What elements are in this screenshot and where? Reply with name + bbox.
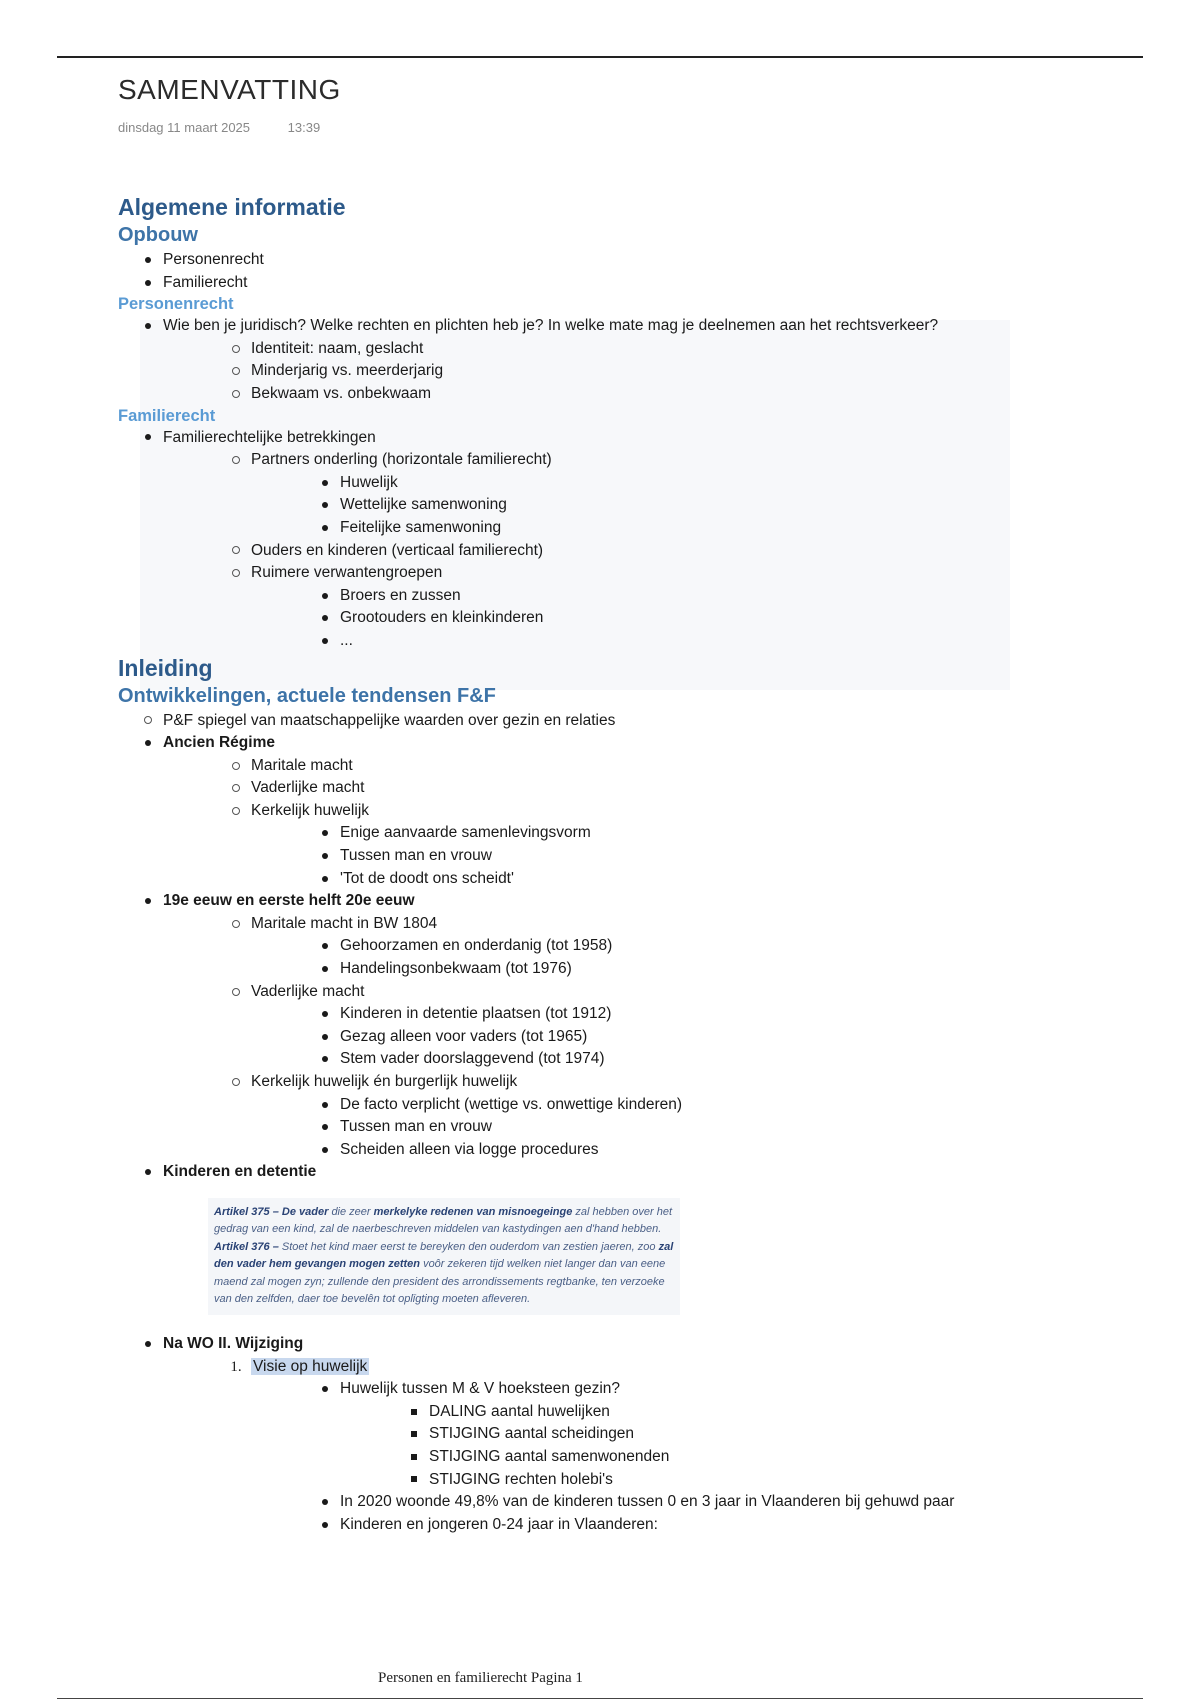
bullet-icon <box>317 822 333 845</box>
list-item: Scheiden alleen via logge procedures <box>118 1139 1118 1162</box>
list-item: Na WO II. Wijziging <box>118 1333 1118 1356</box>
list-item: ... <box>118 630 1118 653</box>
bullet-icon <box>317 494 333 517</box>
list-item: Ruimere verwantengroepen <box>118 562 1118 585</box>
bullet-icon <box>317 935 333 958</box>
list-number: 1. <box>230 1358 242 1375</box>
circle-bullet-icon <box>228 338 244 361</box>
square-bullet-icon <box>406 1446 422 1469</box>
list-item: DALING aantal huwelijken <box>118 1401 1118 1424</box>
article-375: Artikel 375 – De vader die zeer merkelyke redenen van misnoegeinge zal hebben over het gedrag van een kind, zal de naerbeschreven middelen van kastydingen aen d'hand hebben. <box>214 1205 673 1236</box>
list-item: Ouders en kinderen (verticaal familierecht) <box>118 540 1118 563</box>
bullet-icon <box>317 958 333 981</box>
bullet-icon <box>317 1139 333 1162</box>
list-item: Vaderlijke macht <box>118 981 1118 1004</box>
bullet-icon <box>317 1094 333 1117</box>
bottom-rule <box>57 1698 1143 1699</box>
circle-bullet-icon <box>228 913 244 936</box>
page-time: 13:39 <box>287 120 321 135</box>
bullet-icon <box>140 249 156 272</box>
list-item: Gehoorzamen en onderdanig (tot 1958) <box>118 935 1118 958</box>
list-item: Huwelijk <box>118 472 1118 495</box>
list-item: Kerkelijk huwelijk én burgerlijk huwelijk <box>118 1071 1118 1094</box>
bullet-icon <box>317 1116 333 1139</box>
list-item <box>118 1356 1118 1379</box>
list-item: Identiteit: naam, geslacht <box>118 338 1118 361</box>
square-bullet-icon <box>406 1423 422 1446</box>
bullet-icon <box>317 1514 333 1537</box>
law-quote-image <box>208 1198 680 1315</box>
circle-bullet-icon <box>228 383 244 406</box>
list-item: Vaderlijke macht <box>118 777 1118 800</box>
bullet-icon <box>317 472 333 495</box>
list-item: P&F spiegel van maatschappelijke waarden over gezin en relaties <box>118 710 1118 733</box>
list-item: Maritale macht <box>118 755 1118 778</box>
list-item: Huwelijk tussen M & V hoeksteen gezin? <box>118 1378 1118 1401</box>
list-item: Ancien Régime <box>118 732 1118 755</box>
list-item: STIJGING aantal scheidingen <box>118 1423 1118 1446</box>
square-bullet-icon <box>406 1469 422 1492</box>
bullet-icon <box>317 868 333 891</box>
bullet-icon <box>317 1003 333 1026</box>
circle-bullet-icon <box>228 777 244 800</box>
circle-bullet-icon <box>228 800 244 823</box>
circle-bullet-icon <box>228 562 244 585</box>
list-item: Minderjarig vs. meerderjarig <box>118 360 1118 383</box>
list-item: Stem vader doorslaggevend (tot 1974) <box>118 1048 1118 1071</box>
list-item: Gezag alleen voor vaders (tot 1965) <box>118 1026 1118 1049</box>
top-rule <box>57 56 1143 58</box>
page-footer: Personen en familierecht Pagina 1 <box>378 1670 583 1686</box>
page-date: dinsdag 11 maart 2025 <box>118 120 251 135</box>
list-item: Bekwaam vs. onbekwaam <box>118 383 1118 406</box>
list-item: Kinderen en jongeren 0-24 jaar in Vlaanderen: <box>118 1514 1118 1537</box>
bullet-icon <box>140 890 156 913</box>
square-bullet-icon <box>406 1401 422 1424</box>
circle-bullet-icon <box>228 449 244 472</box>
list-item: Handelingsonbekwaam (tot 1976) <box>118 958 1118 981</box>
bullet-icon <box>317 630 333 653</box>
heading-inleiding: Inleiding <box>118 654 213 681</box>
article-376: Artikel 376 – Stoet het kind maer eerst te bereyken den ouderdom van zestien jaeren, zoo zal den vader hem gevangen mogen zetten voôr zekeren tijd welken niet langer dan van eene maend zal mogen zyn; zullende den president des arrondissements regtbanke, ten verzoeke van den zelfden, daer toe bevelên tot oplīgting moeten afleveren. <box>214 1240 674 1306</box>
bullet-icon <box>140 1333 156 1356</box>
bullet-icon <box>317 1491 333 1514</box>
list-item: Feitelijke samenwoning <box>118 517 1118 540</box>
list-item: 19e eeuw en eerste helft 20e eeuw <box>118 890 1118 913</box>
bullet-icon <box>317 1048 333 1071</box>
list-item: Broers en zussen <box>118 585 1118 608</box>
list-item: Kinderen in detentie plaatsen (tot 1912) <box>118 1003 1118 1026</box>
list-item: Wettelijke samenwoning <box>118 494 1118 517</box>
bullet-icon <box>317 845 333 868</box>
list-item: Maritale macht in BW 1804 <box>118 913 1118 936</box>
page-title: SAMENVATTING <box>118 74 341 105</box>
heading-ontwikkelingen: Ontwikkelingen, actuele tendensen F&F <box>118 684 496 707</box>
circle-bullet-icon <box>228 1071 244 1094</box>
highlighted-text: Visie op huwelijk <box>253 1357 368 1375</box>
bullet-icon <box>317 585 333 608</box>
heading-opbouw: Opbouw <box>118 224 198 246</box>
list-item: In 2020 woonde 49,8% van de kinderen tussen 0 en 3 jaar in Vlaanderen bij gehuwd paar <box>118 1491 1118 1514</box>
bullet-icon <box>140 315 156 338</box>
page-content <box>118 192 1118 1536</box>
circle-bullet-icon <box>228 540 244 563</box>
bullet-icon <box>317 1026 333 1049</box>
heading-algemeen: Algemene informatie <box>118 194 346 220</box>
list-item: Familierecht <box>118 272 1118 295</box>
bullet-icon <box>140 732 156 755</box>
circle-bullet-icon <box>228 360 244 383</box>
bullet-icon <box>140 272 156 295</box>
heading-personenrecht: Personenrecht <box>118 295 234 314</box>
list-item: 'Tot de doodt ons scheidt' <box>118 868 1118 891</box>
list-item: Kerkelijk huwelijk <box>118 800 1118 823</box>
list-item: STIJGING rechten holebi's <box>118 1469 1118 1492</box>
bullet-icon <box>140 427 156 450</box>
circle-bullet-icon <box>140 710 156 733</box>
circle-bullet-icon <box>228 755 244 778</box>
bullet-icon <box>317 1378 333 1401</box>
page-meta <box>118 120 320 135</box>
bullet-icon <box>317 517 333 540</box>
list-item: Enige aanvaarde samenlevingsvorm <box>118 822 1118 845</box>
list-item: Personenrecht <box>118 249 1118 272</box>
list-item: Grootouders en kleinkinderen <box>118 607 1118 630</box>
list-item: Tussen man en vrouw <box>118 845 1118 868</box>
bullet-icon <box>317 607 333 630</box>
list-item: De facto verplicht (wettige vs. onwettige kinderen) <box>118 1094 1118 1117</box>
list-item: Partners onderling (horizontale familierecht) <box>118 449 1118 472</box>
heading-familierecht: Familierecht <box>118 406 216 425</box>
bullet-icon <box>140 1161 156 1184</box>
circle-bullet-icon <box>228 981 244 1004</box>
list-item: Kinderen en detentie <box>118 1161 1118 1184</box>
list-item: Tussen man en vrouw <box>118 1116 1118 1139</box>
list-item: Wie ben je juridisch? Welke rechten en plichten heb je? In welke mate mag je deelnemen aan het rechtsverkeer? <box>118 315 1118 338</box>
list-item: STIJGING aantal samenwonenden <box>118 1446 1118 1469</box>
list-item: Familierechtelijke betrekkingen <box>118 427 1118 450</box>
